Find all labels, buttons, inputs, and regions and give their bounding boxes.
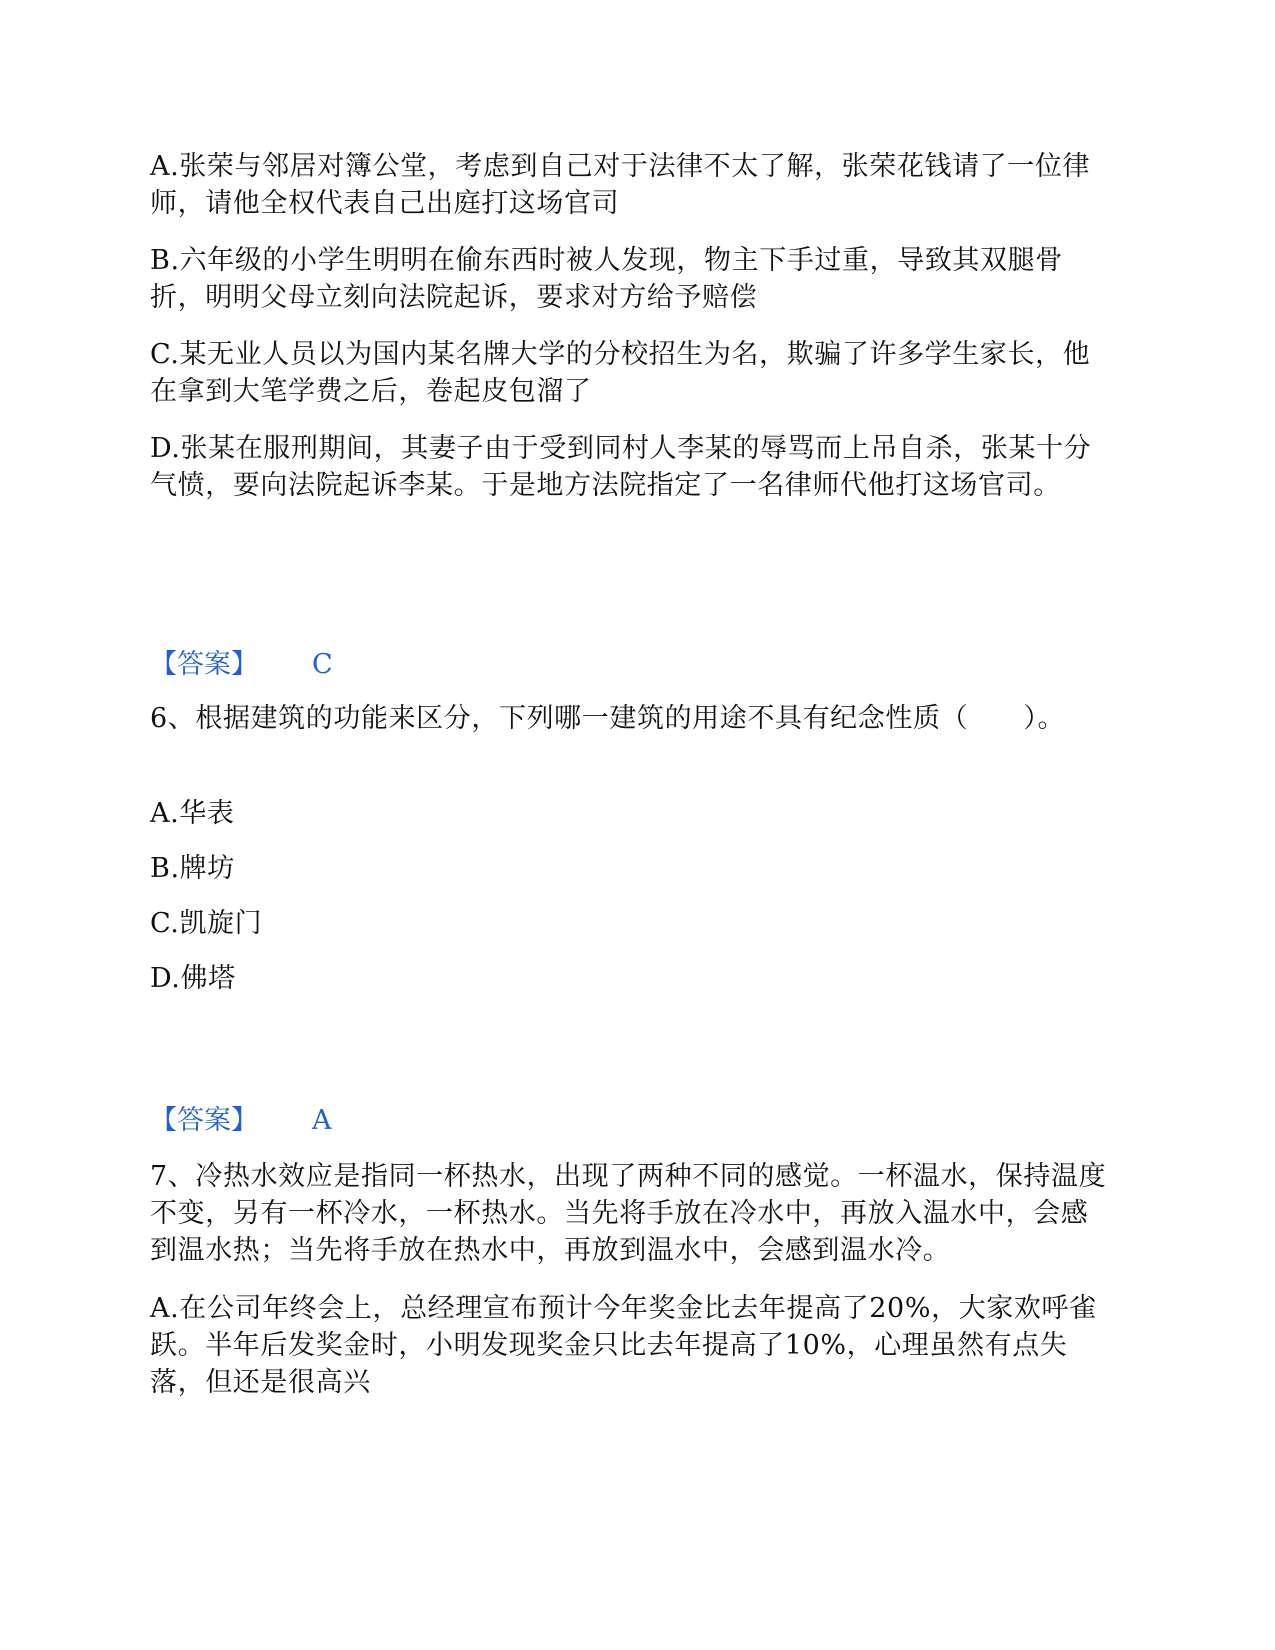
- answer-value: C: [312, 649, 333, 680]
- q5-option-c: C.某无业人员以为国内某名牌大学的分校招生为名，欺骗了许多学生家长，他在拿到大笔学费之后，卷起皮包溜了: [150, 339, 1091, 407]
- q6-option-b: B.牌坊: [150, 853, 235, 884]
- answer-label: 【答案】: [150, 1105, 258, 1136]
- q5-option-a: A.张荣与邻居对簿公堂，考虑到自己对于法律不太了解，张荣花钱请了一位律师，请他全权代表自己出庭打这场官司: [150, 151, 1091, 219]
- answer-label: 【答案】: [150, 649, 258, 680]
- q5-option-d: D.张某在服刑期间，其妻子由于受到同村人李某的辱骂而上吊自杀，张某十分气愤，要向法院起诉李某。于是地方法院指定了一名律师代他打这场官司。: [150, 433, 1092, 501]
- q6-option-d: D.佛塔: [150, 963, 236, 994]
- q7-option-a: A.在公司年终会上，总经理宣布预计今年奖金比去年提高了20%，大家欢呼雀跃。半年后发奖金时，小明发现奖金只比去年提高了10%，心理虽然有点失落，但还是很高兴: [150, 1293, 1097, 1398]
- q6-option-c: C.凯旋门: [150, 908, 263, 939]
- q5-answer: [150, 646, 333, 683]
- answer-value: A: [312, 1105, 332, 1136]
- q7-question: 7、冷热水效应是指同一杯热水，出现了两种不同的感觉。一杯温水，保持温度不变，另有一杯冷水，一杯热水。当先将手放在冷水中，再放入温水中，会感到温水热；当先将手放在热水中，再放到温水中，会感到温水冷。: [150, 1161, 1107, 1266]
- q6-question: 6、根据建筑的功能来区分，下列哪一建筑的用途不具有纪念性质（ ）。: [150, 703, 1066, 734]
- q5-option-b: B.六年级的小学生明明在偷东西时被人发现，物主下手过重，导致其双腿骨折，明明父母立刻向法院起诉，要求对方给予赔偿: [150, 245, 1063, 313]
- q6-option-a: A.华表: [150, 798, 235, 829]
- q6-answer: [150, 1102, 332, 1139]
